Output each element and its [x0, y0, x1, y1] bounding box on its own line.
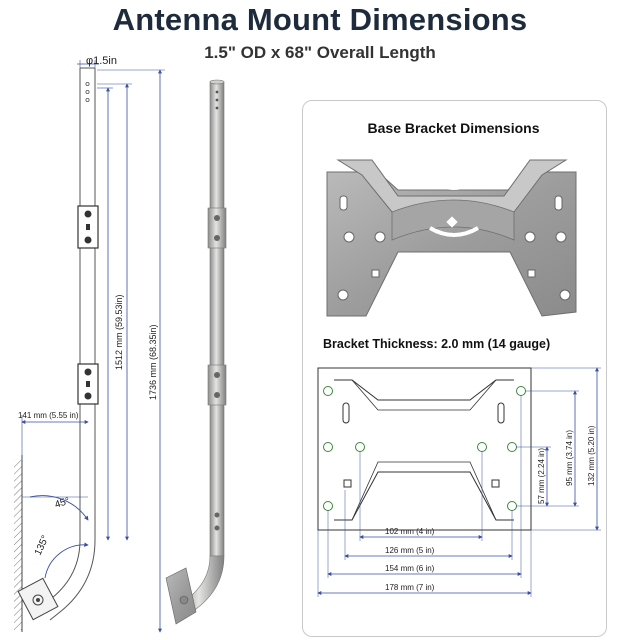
- bracket-dim-154-label: 154 mm (6 in): [385, 564, 435, 573]
- angle-45-label: 45°: [53, 495, 72, 511]
- bracket-dim-178-label: 178 mm (7 in): [385, 583, 435, 592]
- bracket-panel-title: Base Bracket Dimensions: [367, 120, 540, 136]
- mast-offset-label: 141 mm (5.55 in): [18, 411, 79, 420]
- bracket-dim-126-label: 126 mm (5 in): [385, 546, 435, 555]
- mast-length-1512-label: 1512 mm (59.53in): [114, 294, 124, 370]
- bracket-photo: [327, 160, 576, 316]
- bracket-dim-132-label: 132 mm (5.20 in): [587, 425, 596, 486]
- bracket-dim-95-label: 95 mm (3.74 in): [565, 429, 574, 486]
- bracket-thickness-label: Bracket Thickness: 2.0 mm (14 gauge): [323, 337, 551, 351]
- bracket-dim-102-label: 102 mm (4 in): [385, 527, 435, 536]
- mast-rendered: [166, 80, 226, 624]
- angle-135-label: 135°: [32, 533, 52, 558]
- mast-length-1736-label: 1736 mm (68.35in): [148, 324, 158, 400]
- mast-od-label: φ1.5in: [86, 55, 117, 67]
- bracket-technical-drawing: [318, 368, 601, 597]
- page-subtitle: 1.5" OD x 68" Overall Length: [204, 43, 436, 62]
- wall-hatch: [14, 460, 22, 630]
- page-title: Antenna Mount Dimensions: [112, 2, 528, 37]
- bracket-dim-57-label: 57 mm (2.24 in): [537, 447, 546, 504]
